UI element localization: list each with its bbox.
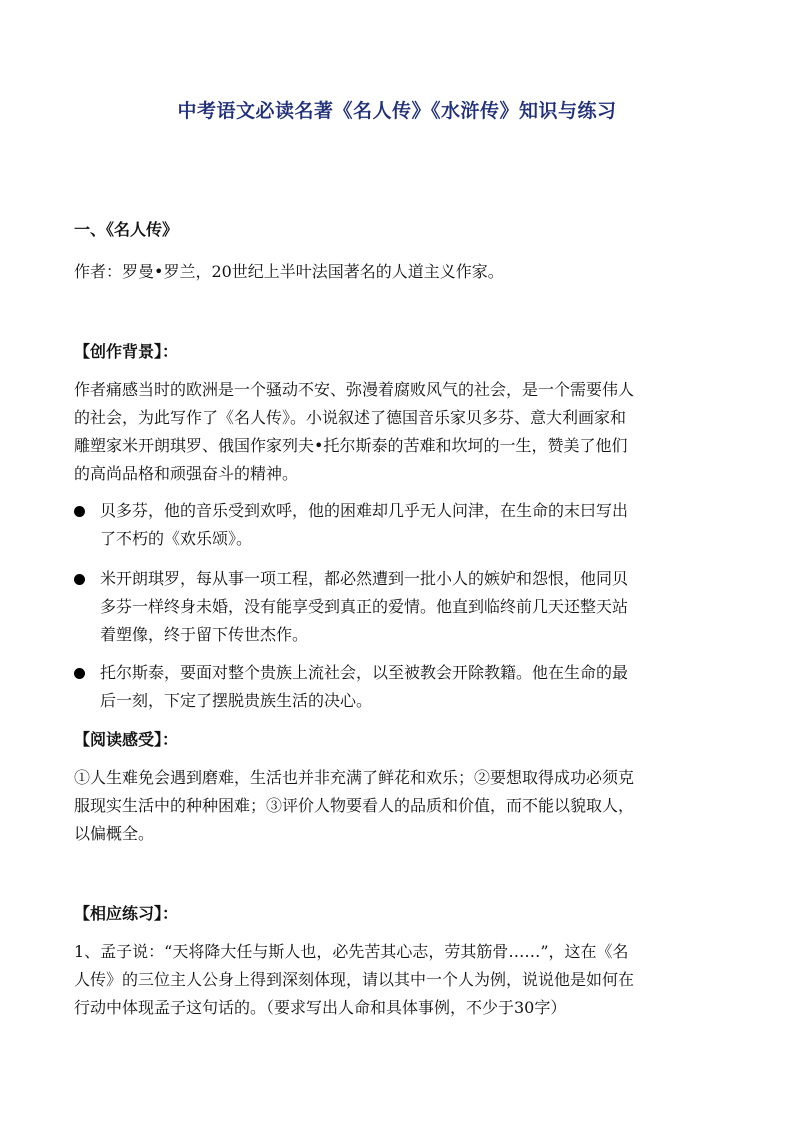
- reading-line-1: ①人生难免会遇到磨难，生活也并非充满了鲜花和欢乐；②要想取得成功必须克: [74, 768, 635, 787]
- reading-line-2: 服现实生活中的种种困难；③评价人物要看人的品质和价值，而不能以貌取人，: [74, 796, 635, 815]
- section-heading-mingrenzhuan: 一、《名人传》: [74, 220, 179, 239]
- background-line-3: 雕塑家米开朗琪罗、俄国作家列夫•托尔斯泰的苦难和坎坷的一生，赞美了他们: [74, 436, 628, 455]
- document-title: 中考语文必读名著《名人传》《水浒传》知识与练习: [177, 100, 617, 122]
- background-heading: 【创作背景】：: [74, 342, 179, 361]
- bullet-2-line-2: 多芬一样终身未婚，没有能享受到真正的爱情。他直到临终前几天还整天站: [100, 597, 629, 616]
- bullet-3-line-1: 托尔斯泰，要面对整个贵族上流社会，以至被教会开除教籍。他在生命的最: [100, 663, 629, 682]
- exercise-line-1: 1、孟子说：“天将降大任与斯人也，必先苦其心志，劳其筋骨……”，这在《名: [74, 942, 629, 961]
- bullet-3-line-2: 后一刻，下定了摆脱贵族生活的决心。: [100, 691, 373, 710]
- bullet-1-line-2: 了不朽的《欢乐颂》。: [100, 529, 253, 548]
- author-line: 作者：罗曼•罗兰，20世纪上半叶法国著名的人道主义作家。: [74, 262, 504, 281]
- bullet-1-line-1: 贝多芬，他的音乐受到欢呼，他的困难却几乎无人问津，在生命的末曰写出: [100, 501, 629, 520]
- background-line-1: 作者痛感当时的欧洲是一个骚动不安、弥漫着腐败风气的社会，是一个需要伟人: [74, 380, 635, 399]
- bullet-dot-icon: [74, 506, 85, 517]
- exercise-line-3: 行动中体现孟子这句话的。（要求写出人命和具体事例，不少于30字）: [74, 998, 567, 1017]
- bullet-dot-icon: [74, 668, 85, 679]
- exercise-line-2: 人传》的三位主人公身上得到深刻体现，请以其中一个人为例，说说他是如何在: [74, 970, 635, 989]
- exercise-heading: 【相应练习】：: [74, 904, 179, 923]
- reading-line-3: 以偏概全。: [74, 824, 155, 843]
- background-line-4: 的高尚品格和顽强奋斗的精神。: [74, 464, 299, 483]
- reading-heading: 【阅读感受】：: [74, 730, 179, 749]
- bullet-2-line-3: 着塑像，终于留下传世杰作。: [100, 625, 309, 644]
- background-line-2: 的社会，为此写作了《名人传》。小说叙述了德国音乐家贝多芬、意大利画家和: [74, 408, 627, 427]
- bullet-dot-icon: [74, 574, 85, 585]
- bullet-2-line-1: 米开朗琪罗，每从事一项工程，都必然遭到一批小人的嫉妒和怨恨，他同贝: [100, 569, 629, 588]
